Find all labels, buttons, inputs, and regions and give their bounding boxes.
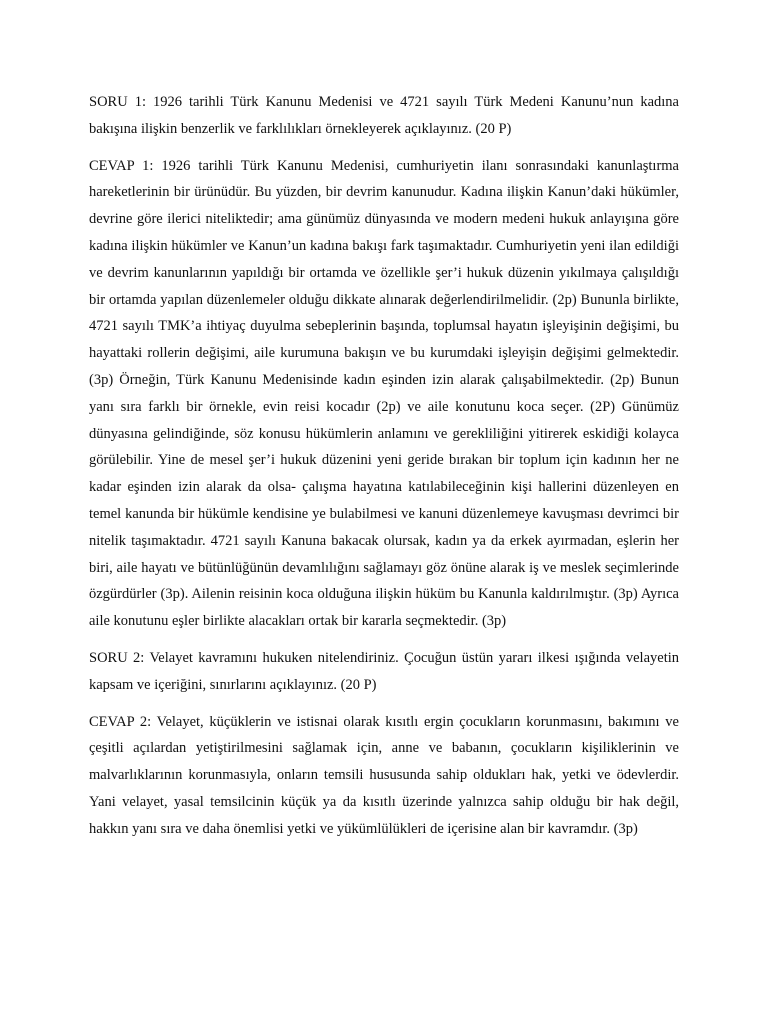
question-2-text: SORU 2: Velayet kavramını hukuken nitelendiriniz. Çocuğun üstün yararı ilkesi ışığında velayetin kapsam ve içeriğini, sınırlarını açıklayınız. (20 P) — [89, 649, 679, 693]
question-1-text: SORU 1: 1926 tarihli Türk Kanunu Medenisi ve 4721 sayılı Türk Medeni Kanunu’nun kadına bakışına ilişkin benzerlik ve farklılıkları örnekleyerek açıklayınız. (20 P) — [89, 94, 679, 137]
answer-1-text: CEVAP 1: 1926 tarihli Türk Kanunu Medenisi, cumhuriyetin ilanı sonrasındaki kanunlaştırma hareketlerinin bir ürünüdür. Bu yüzden, bir devrim kanunudur. Kadına ilişkin Kanun’daki hükümler, devrine göre ilerici niteliktedir; ama günümüz dünyasında ve modern medeni hukuk anlayışına göre kadına ilişkin hükümler ve Kanun’un kadına bakışı fark taşımaktadır. Cumhuriyetin yeni ilan edildiği ve devrim kanunlarının yapıldığı bir ortamda ve özellikle şer’i hukuk düzenin yıkılmaya çalışıldığı bir ortamda yapılan düzenlemeler olduğu dikkate alınarak değerlendirilmelidir. (2p) Bununla birlikte, 4721 sayılı TMK’a ihtiyaç duyulma sebeplerinin başında, toplumsal hayatın işleyişinin değişimi, bu hayattaki rollerin değişimi, aile kurumuna bakışın ve bu kurumdaki işleyişin değişimi gelmektedir. (3p) Örneğin, Türk Kanunu Medenisinde kadın eşinden izin alarak çalışabilmektedir. (2p) Bunun yanı sıra farklı bir örnekle, evin reisi kocadır (2p) ve aile konutunu koca seçer. (2P) Günümüz dünyasına gelindiğinde, söz konusu hükümlerin anlamını ve gerekliliğini yitirerek eskidiği kolayca görülebilir. Yine de mesel şer’i hukuk düzenini yeni geride bırakan bir toplum için kadının her ne kadar eşinden izin alarak da olsa- çalışma hayatına katılabileceğinin kişi hallerini düzenleyen en temel kanunda bir hükümle kendisine ye bulabilmesi ve kanuni düzenlemeye kavuşması devrimci bir nitelik taşımaktadır. 4721 sayılı Kanuna bakacak olursak, kadın ya da erkek ayırmadan, eşlerin her biri, aile hayatı ve bütünlüğünün devamlılığını sağlamayı göz önüne alarak iş ve meslek seçimlerinde özgürdürler (3p). Ailenin reisinin koca olduğuna ilişkin hüküm bu Kanunla kaldırılmıştır. (3p) Ayrıca aile konutunu eşler birlikte alacakları ortak bir kararla seçmektedir. (3p) — [89, 157, 679, 630]
answer-2-text: CEVAP 2: Velayet, küçüklerin ve istisnai olarak kısıtlı ergin çocukların korunmasını, bakımını ve çeşitli açılardan yetiştirilmesini sağlamak için, anne ve babanın, çocukların kişiliklerinin ve malvarlıklarının korunmasıyla, onların temsili hususunda sahip oldukları hak, yetki ve ödevlerdir. Yani velayet, yasal temsilcinin küçük ya da kısıtlı üzerinde yalnızca sahip olduğu bir hak değil, hakkın yanı sıra ve daha önemlisi yetki ve yükümlülükleri de içerisine alan bir kavramdır. (3p) — [89, 713, 679, 837]
document-page — [89, 89, 679, 853]
